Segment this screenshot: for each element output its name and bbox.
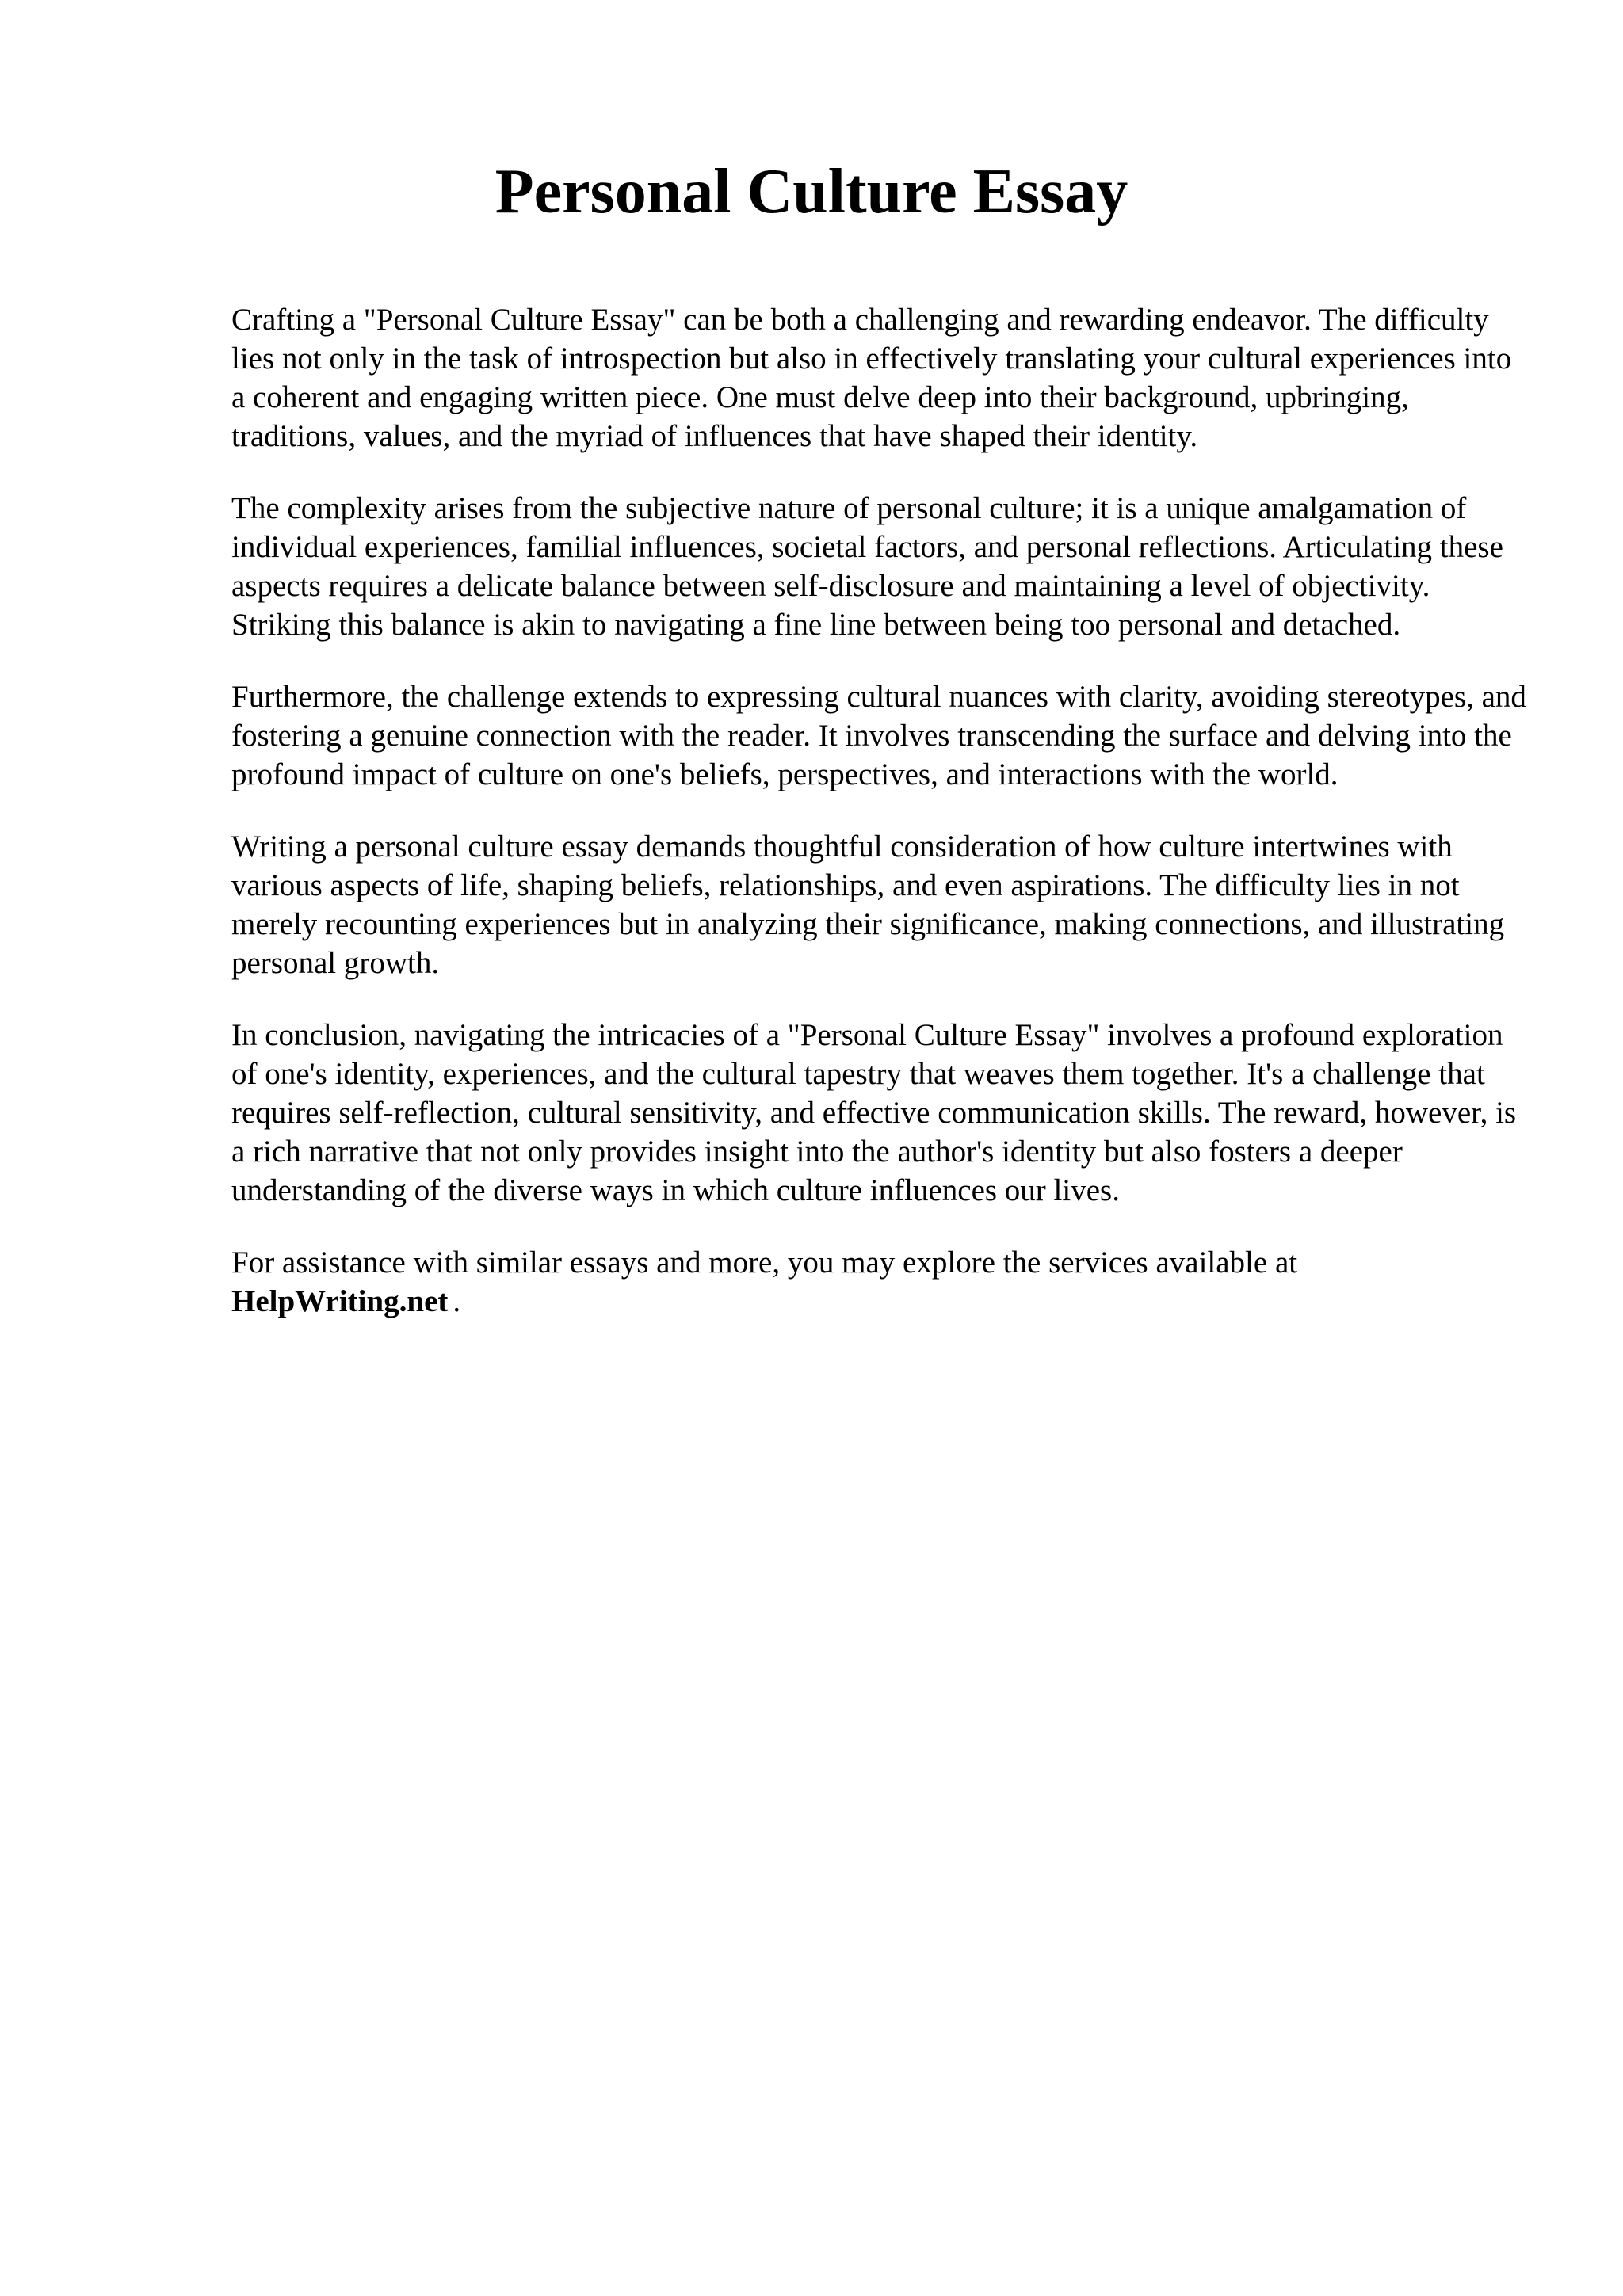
paragraph-2: The complexity arises from the subjective nature of personal culture; it is a unique amalgamation of individual experiences, familial influences, societal factors, and personal reflections. Articulating these aspects requires a delicate balance between self-disclosure and maintaining a level of objectivity. Striking this balance is akin to navigating a fine line between being too personal and detached. — [231, 491, 1503, 642]
helpwriting-link[interactable]: HelpWriting.net — [231, 1284, 449, 1318]
essay-body — [231, 300, 1531, 1354]
closing-period: . — [453, 1284, 461, 1318]
closing-text: For assistance with similar essays and more, you may explore the services available at — [231, 1245, 1298, 1280]
paragraph-1: Crafting a "Personal Culture Essay" can be both a challenging and rewarding endeavor. The difficulty lies not only in the task of introspection but also in effectively translating your cultural experiences into a coherent and engaging written piece. One must delve deep into their background, upbringing, traditions, values, and the myriad of influences that have shaped their identity. — [231, 303, 1512, 453]
closing-paragraph — [231, 1243, 1531, 1321]
paragraph-4: Writing a personal culture essay demands thoughtful consideration of how culture intertwines with various aspects of life, shaping beliefs, relationships, and even aspirations. The difficulty lies in not merely recounting experiences but in analyzing their significance, making connections, and illustrating personal growth. — [231, 830, 1505, 980]
paragraph-3: Furthermore, the challenge extends to expressing cultural nuances with clarity, avoiding stereotypes, and fostering a genuine connection with the reader. It involves transcending the surface and delving into the profound impact of culture on one's beliefs, perspectives, and interactions with the world. — [231, 680, 1526, 791]
page-title: Personal Culture Essay — [495, 157, 1128, 227]
paragraph-5: In conclusion, navigating the intricacies of a "Personal Culture Essay" involves a profound exploration of one's identity, experiences, and the cultural tapestry that weaves them together. It's a challenge that requires self-reflection, cultural sensitivity, and effective communication skills. The reward, however, is a rich narrative that not only provides insight into the author's identity but also fosters a deeper understanding of the diverse ways in which culture influences our lives. — [231, 1018, 1517, 1207]
